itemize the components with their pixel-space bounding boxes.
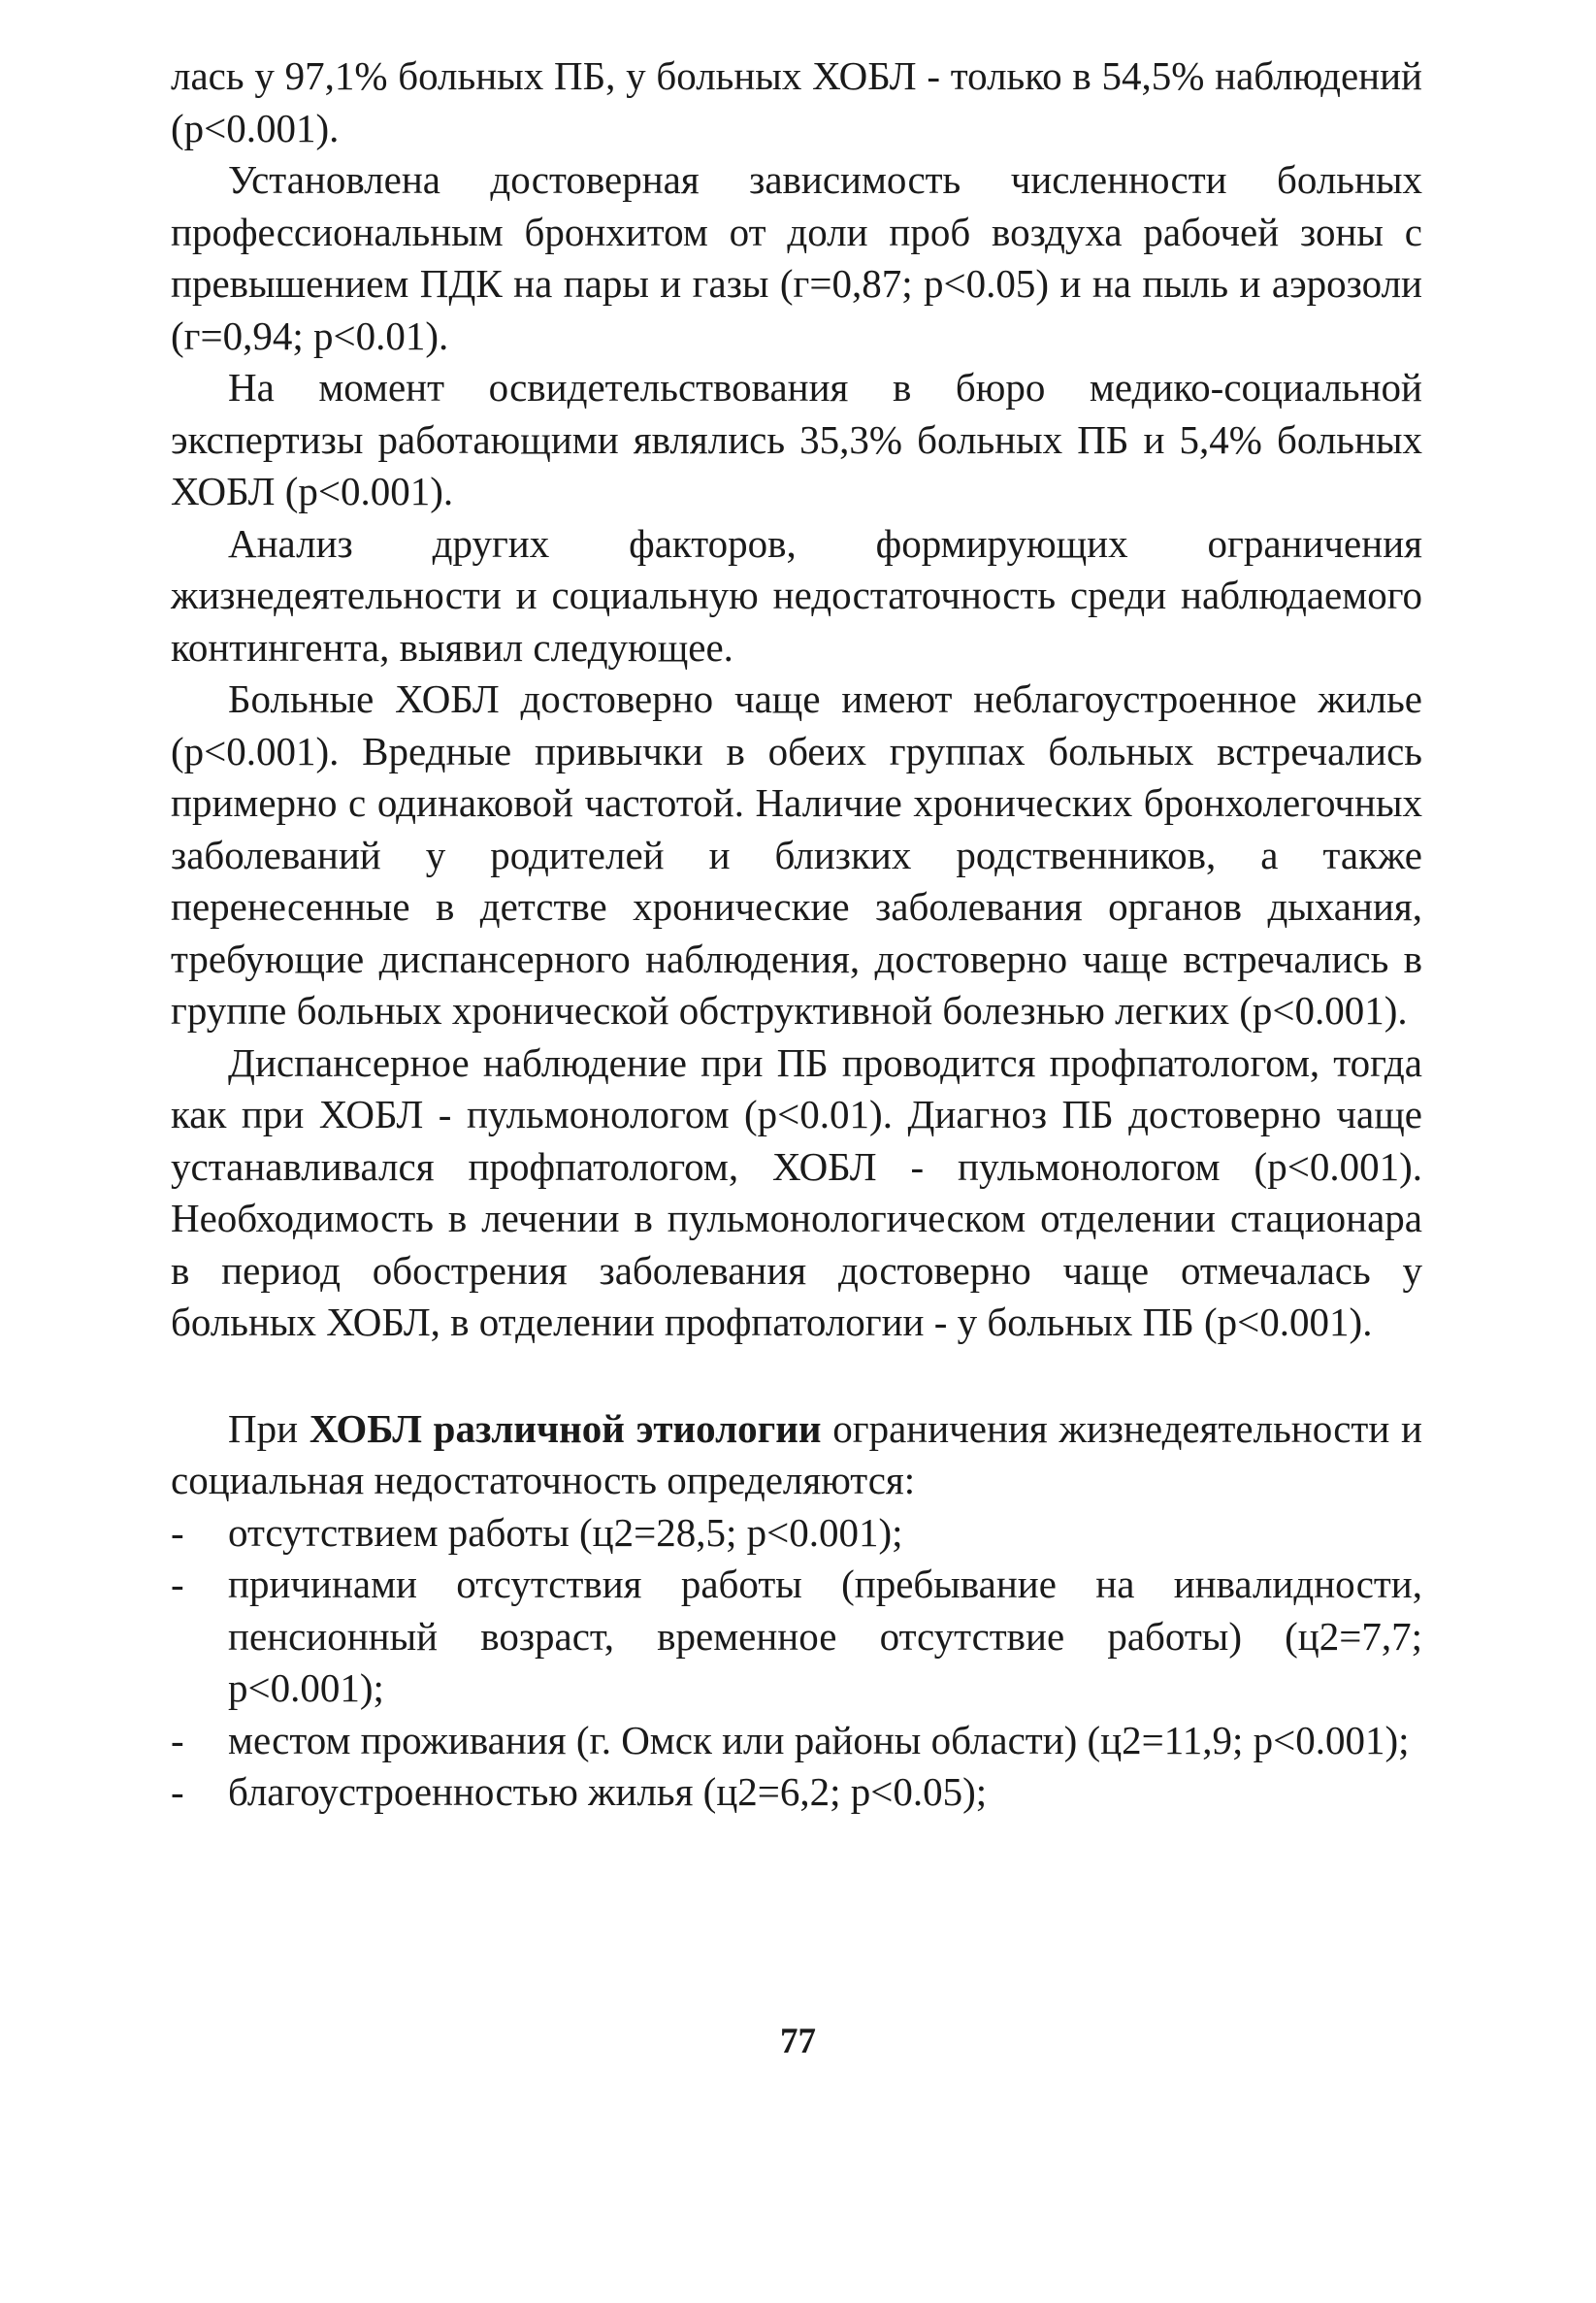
paragraph-dependency: Установлена достоверная зависимость численности больных профессиональным бронхитом от доли проб воздуха рабочей зоны с превышением ПДК на пары и газы (г=0,87; р<0.05) и на пыль и аэрозоли (г=0,94; р<0.01).: [171, 157, 1422, 358]
determinants-list: [171, 1507, 1422, 1819]
page-body: [171, 50, 1422, 1819]
paragraph-living-conditions: Больные ХОБЛ достоверно чаще имеют неблагоустроенное жилье (р<0.001). Вредные привычки в обеих группах больных встречались примерно с одинаковой частотой. Наличие хронических бронхолегочных заболеваний у родителей и близких родственников, а также перенесенные в детстве хронические заболевания органов дыхания, требующие диспансерного наблюдения, достоверно чаще встречались в группе больных хронической обструктивной болезнью легких (р<0.001).: [171, 676, 1422, 1033]
dash-marker: -: [171, 1509, 184, 1555]
dash-marker: -: [171, 1562, 184, 1606]
page-number: 77: [780, 2022, 816, 2061]
paragraph-dispensary: Диспансерное наблюдение при ПБ проводится профпатологом, тогда как при ХОБЛ - пульмонологом (р<0.01). Диагноз ПБ достоверно чаще устанавливался профпатологом, ХОБЛ - пульмонологом (р<0.001). Необходимость в лечении в пульмонологическом отделении стационара в период обострения заболевания достоверно чаще отмечалась у больных ХОБЛ, в отделении профпатологии - у больных ПБ (р<0.001).: [171, 1039, 1422, 1344]
list-item: [171, 1507, 1422, 1560]
list-item: [171, 1715, 1422, 1767]
section-intro-prefix: При: [228, 1405, 309, 1451]
list-item-text: местом проживания (г. Омск или районы области) (ц2=11,9; р<0.001);: [228, 1717, 1410, 1762]
list-item-text: благоустроенностью жилья (ц2=6,2; р<0.05);: [228, 1769, 988, 1814]
paragraph-factors-analysis: Анализ других факторов, формирующих ограничения жизнедеятельности и социальную недостаточность среди наблюдаемого контингента, выявил следующее.: [171, 520, 1422, 670]
section-intro-suffix: ограничения жизнедеятельности и социальная недостаточность определяются:: [171, 1405, 1422, 1502]
section-intro-bold: ХОБЛ различной этиологии: [309, 1405, 822, 1451]
dash-marker: -: [171, 1769, 184, 1814]
paragraph-examination: На момент освидетельствования в бюро медико-социальной экспертизы работающими являлись 35,3% больных ПБ и 5,4% больных ХОБЛ (р<0.001).: [171, 365, 1422, 513]
list-item-text: причинами отсутствия работы (пребывание на инвалидности, пенсионный возраст, временное отсутствие работы) (ц2=7,7; р<0.001);: [228, 1562, 1422, 1710]
list-item: [171, 1559, 1422, 1715]
paragraph-continuation: лась у 97,1% больных ПБ, у больных ХОБЛ - только в 54,5% наблюдений (р<0.001).: [171, 53, 1422, 150]
list-item: [171, 1766, 1422, 1819]
list-item-text: отсутствием работы (ц2=28,5; р<0.001);: [228, 1509, 903, 1555]
section-intro: [171, 1403, 1422, 1507]
dash-marker: -: [171, 1717, 184, 1762]
